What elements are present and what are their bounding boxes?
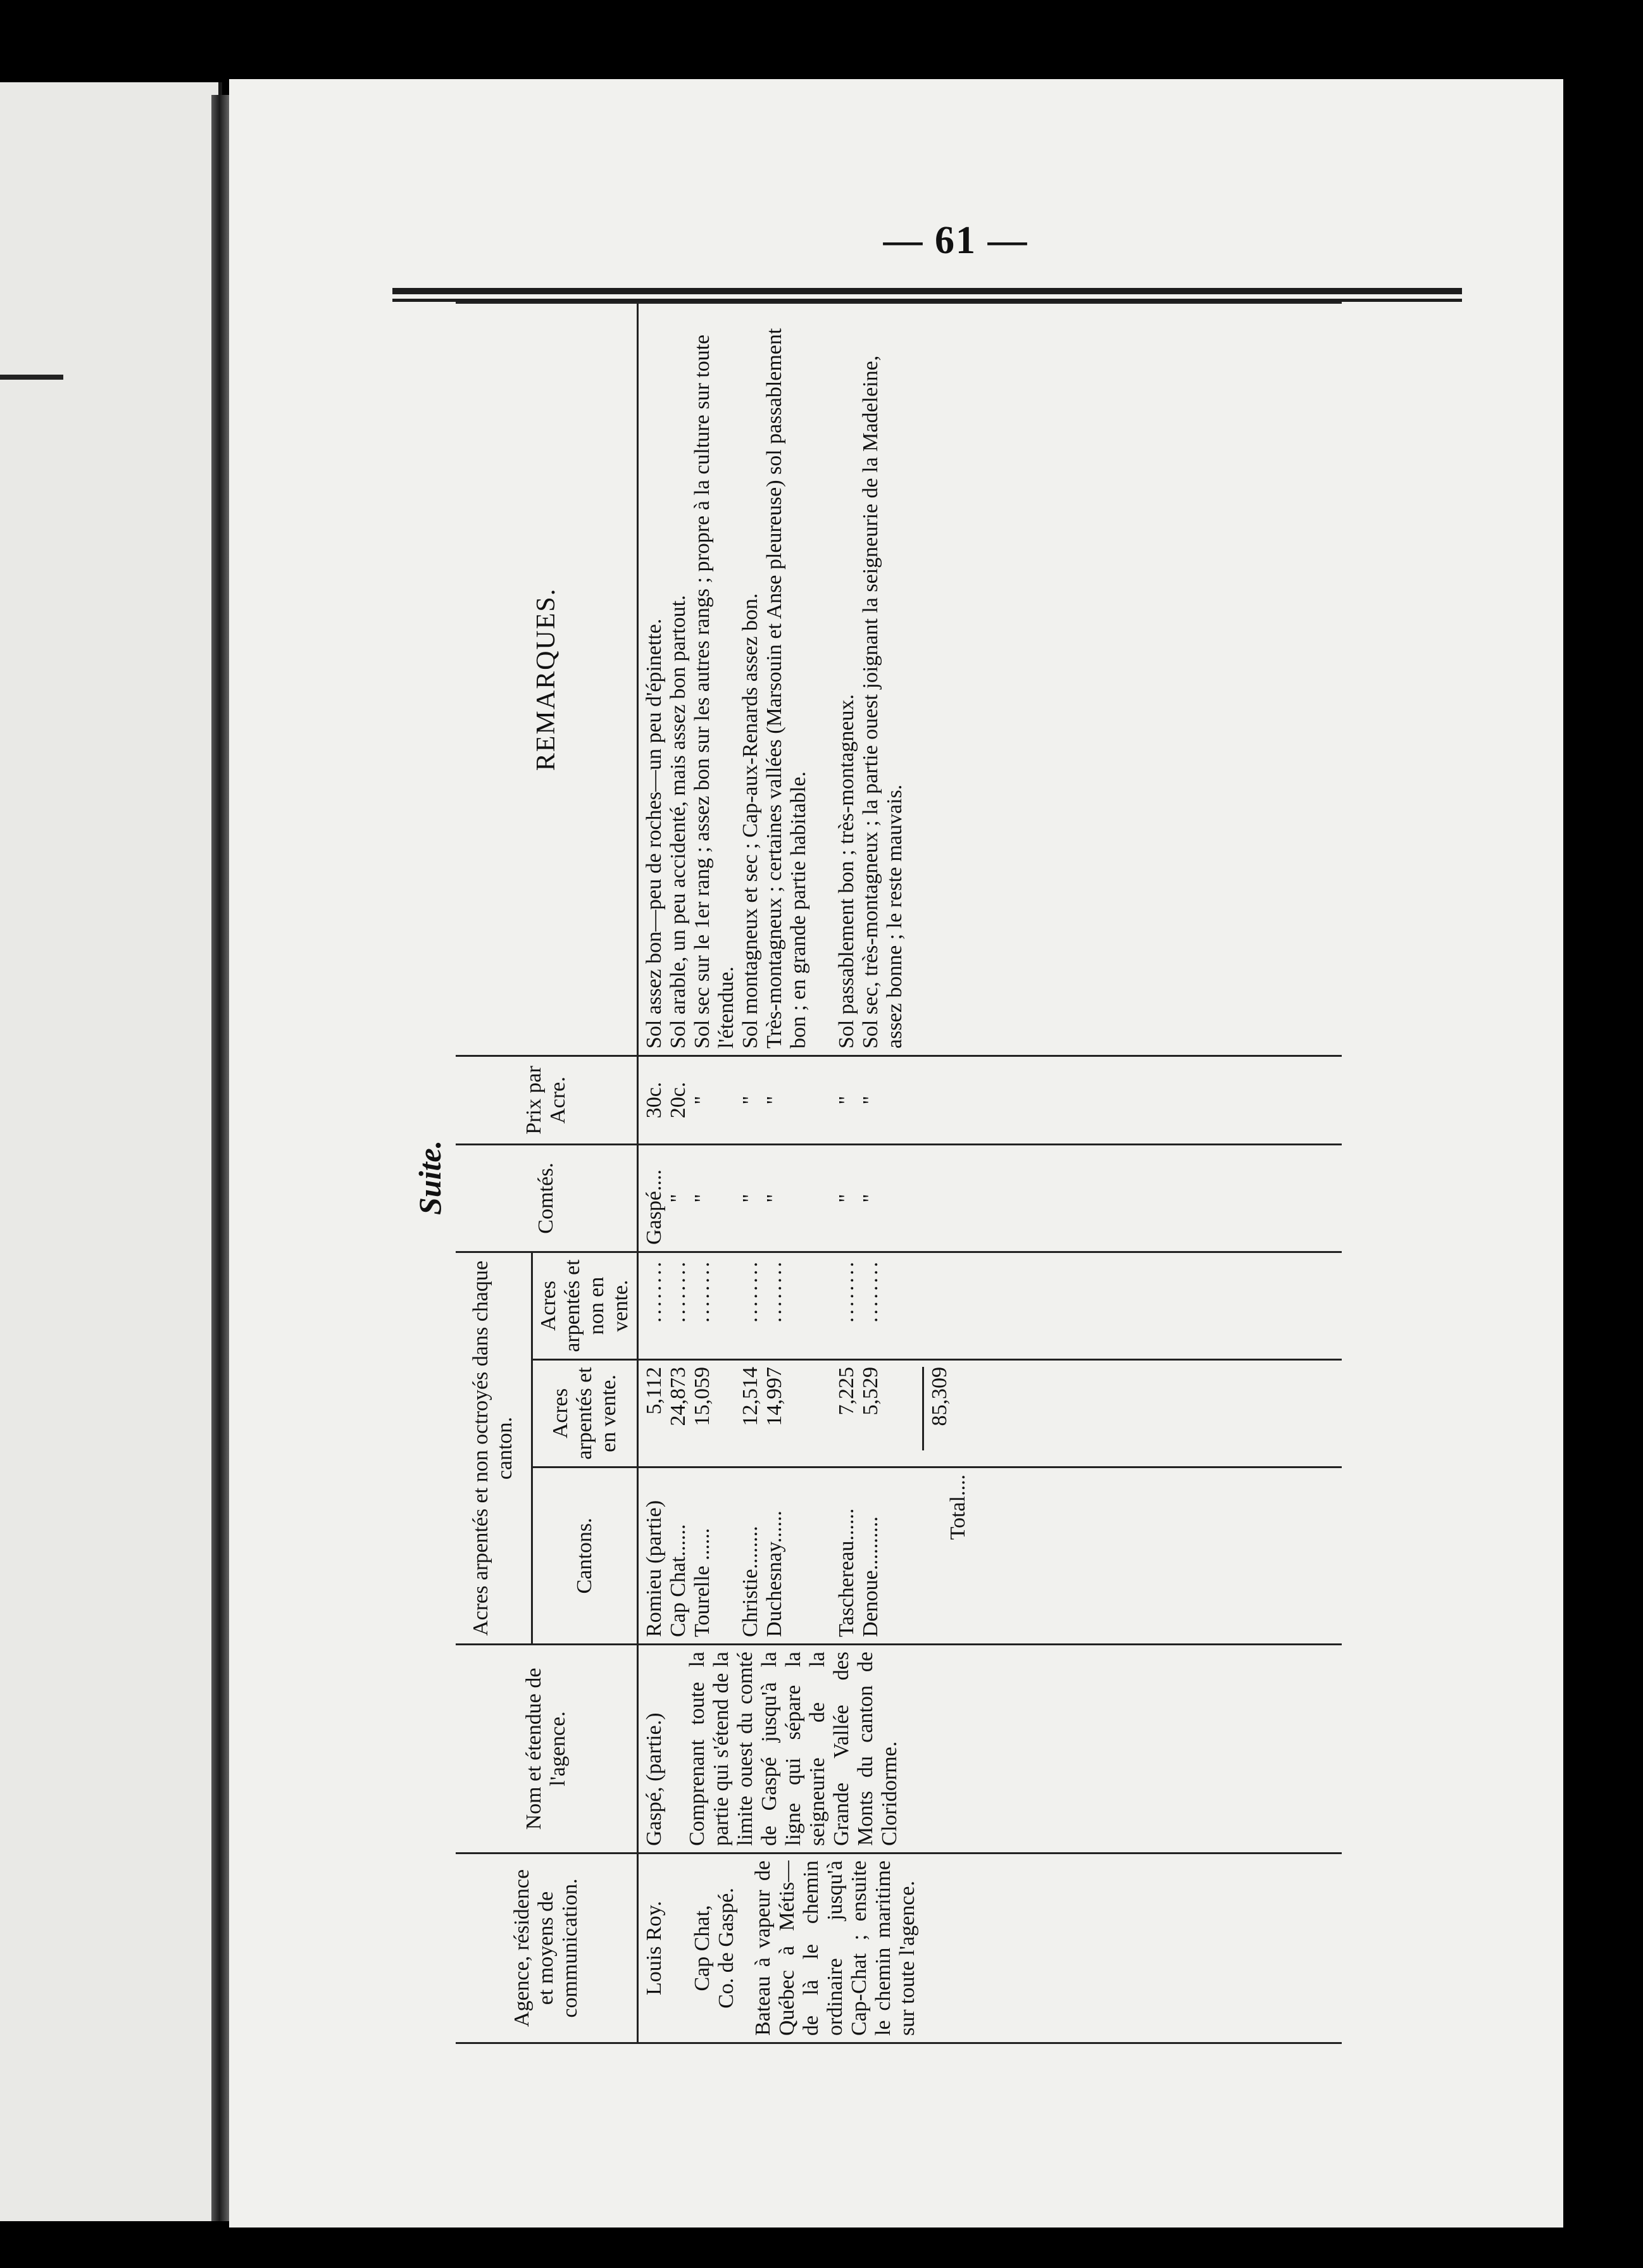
nom-agence-etendue: Comprenant toute la partie qui s'étend de la limite ouest du comté de Gaspé jusqu'à la ligne qui sépare la seigneurie de la Grande Vallée des Monts du canton de Cloridorme. — [685, 1652, 901, 1846]
land-agency-table — [456, 302, 1342, 2044]
canton-name: Denoue.......... — [858, 1516, 882, 1637]
remarque-text: Sol passablement bon ; très-montagneux. — [834, 694, 858, 1049]
header-cantons: Cantons. — [532, 1467, 637, 1645]
total-label: Total.... — [946, 1474, 970, 1540]
acres-en-vente-value: 14,997 — [762, 1367, 786, 1426]
remarque-text: Sol assez bon—peu de roches—un peu d'épinette. — [642, 618, 666, 1049]
comte-value: " — [762, 1193, 786, 1203]
page-number: — 61 — — [883, 219, 1028, 262]
nom-cell — [637, 1645, 1342, 1854]
left-page-rule — [0, 375, 63, 380]
canton-name: Christie........ — [738, 1526, 762, 1637]
comte-value: " — [666, 1193, 690, 1203]
left-page — [0, 82, 222, 2221]
acres-en-vente-value: 24,873 — [666, 1367, 690, 1426]
nom-agence-title: Gaspé, (partie.) — [642, 1712, 666, 1846]
acres-non-vente-value: ........ — [642, 1259, 666, 1323]
suite-title: Suite. — [412, 1140, 447, 1215]
acres-non-vente-value: ........ — [738, 1259, 762, 1323]
canton-name: Taschereau...... — [834, 1508, 858, 1637]
comte-value: " — [858, 1193, 882, 1203]
remarque-text: Sol sec, très-montagneux ; la partie ouest joignant la seigneurie de la Madeleine, assez bonne ; le reste mauvais. — [858, 355, 906, 1049]
acres-non-vente-value: ........ — [762, 1259, 786, 1323]
remarques-cell — [637, 303, 1342, 1056]
acres-en-vente-value: 12,514 — [738, 1367, 762, 1426]
acres-non-vente-cell — [637, 1252, 1342, 1360]
comte-value: Gaspé.... — [642, 1169, 666, 1245]
prix-value: " — [834, 1095, 858, 1105]
rotated-table-region — [412, 304, 1342, 2044]
comte-value: " — [738, 1193, 762, 1203]
prix-value: 30c. — [642, 1081, 666, 1119]
prix-cell — [637, 1056, 1342, 1145]
total-value: 85,309 — [922, 1367, 952, 1450]
remarque-text: Sol sec sur le 1er rang ; assez bon sur les autres rangs ; propre à la culture sur toute l'étendue. — [690, 334, 738, 1049]
acres-non-vente-value: ........ — [666, 1259, 690, 1323]
header-nom: Nom et étendue de l'agence. — [456, 1645, 637, 1854]
remarque-text: Très-montagneux ; certaines vallées (Marsouin et Anse pleureuse) sol passablement bon ; en grande partie habitable. — [762, 328, 810, 1049]
prix-value: 20c. — [666, 1081, 690, 1119]
cantons-cell — [637, 1467, 1342, 1645]
prix-value: " — [762, 1095, 786, 1105]
acres-non-vente-value: ........ — [834, 1259, 858, 1323]
comte-value: " — [834, 1193, 858, 1203]
header-comtes: Comtés. — [456, 1145, 637, 1252]
acres-en-vente-value: 5,529 — [858, 1367, 882, 1416]
comte-value: " — [690, 1193, 714, 1203]
agence-county: Co. de Gaspé. — [714, 1888, 738, 2009]
header-agence: Agence, résidence et moyens de communication. — [456, 1854, 637, 2043]
header-acres-non-vente: Acres arpentés et non en vente. — [532, 1252, 637, 1360]
acres-non-vente-value: ........ — [858, 1259, 882, 1323]
header-acres-en-vente: Acres arpentés et en vente. — [532, 1360, 637, 1467]
agence-residence: Cap Chat, — [690, 1905, 714, 1991]
comtes-cell — [637, 1145, 1342, 1252]
acres-en-vente-value: 5,112 — [642, 1367, 666, 1415]
prix-value: " — [690, 1095, 714, 1105]
canton-name: Romieu (partie) — [642, 1500, 666, 1637]
acres-en-vente-value: 7,225 — [834, 1367, 858, 1416]
top-rule — [392, 288, 1462, 294]
header-acres-group: Acres arpentés et non octroyés dans chaque canton. — [456, 1252, 532, 1645]
canton-name: Tourelle ...... — [690, 1528, 714, 1637]
acres-en-vente-value: 15,059 — [690, 1367, 714, 1426]
acres-non-vente-value: ........ — [690, 1259, 714, 1323]
remarque-text: Sol arable, un peu accidenté, mais assez bon partout. — [666, 595, 690, 1049]
header-prix: Prix par Acre. — [456, 1056, 637, 1145]
acres-en-vente-cell — [637, 1360, 1342, 1467]
canton-name: Cap Chat...... — [666, 1524, 690, 1637]
prix-value: " — [858, 1095, 882, 1105]
header-remarques: REMARQUES. — [456, 303, 637, 1056]
prix-value: " — [738, 1095, 762, 1105]
canton-name: Duchesnay...... — [762, 1511, 786, 1637]
agence-agent-name: Louis Roy. — [642, 1901, 666, 1995]
agence-cell — [637, 1854, 1342, 2043]
remarque-text: Sol montagneux et sec ; Cap-aux-Renards assez bon. — [738, 593, 762, 1049]
agence-communication: Bateau à vapeur de Québec à Métis—de là le chemin ordinaire jusqu'à Cap-Chat ; ensuite le chemin maritime sur toute l'agence. — [751, 1860, 919, 2036]
